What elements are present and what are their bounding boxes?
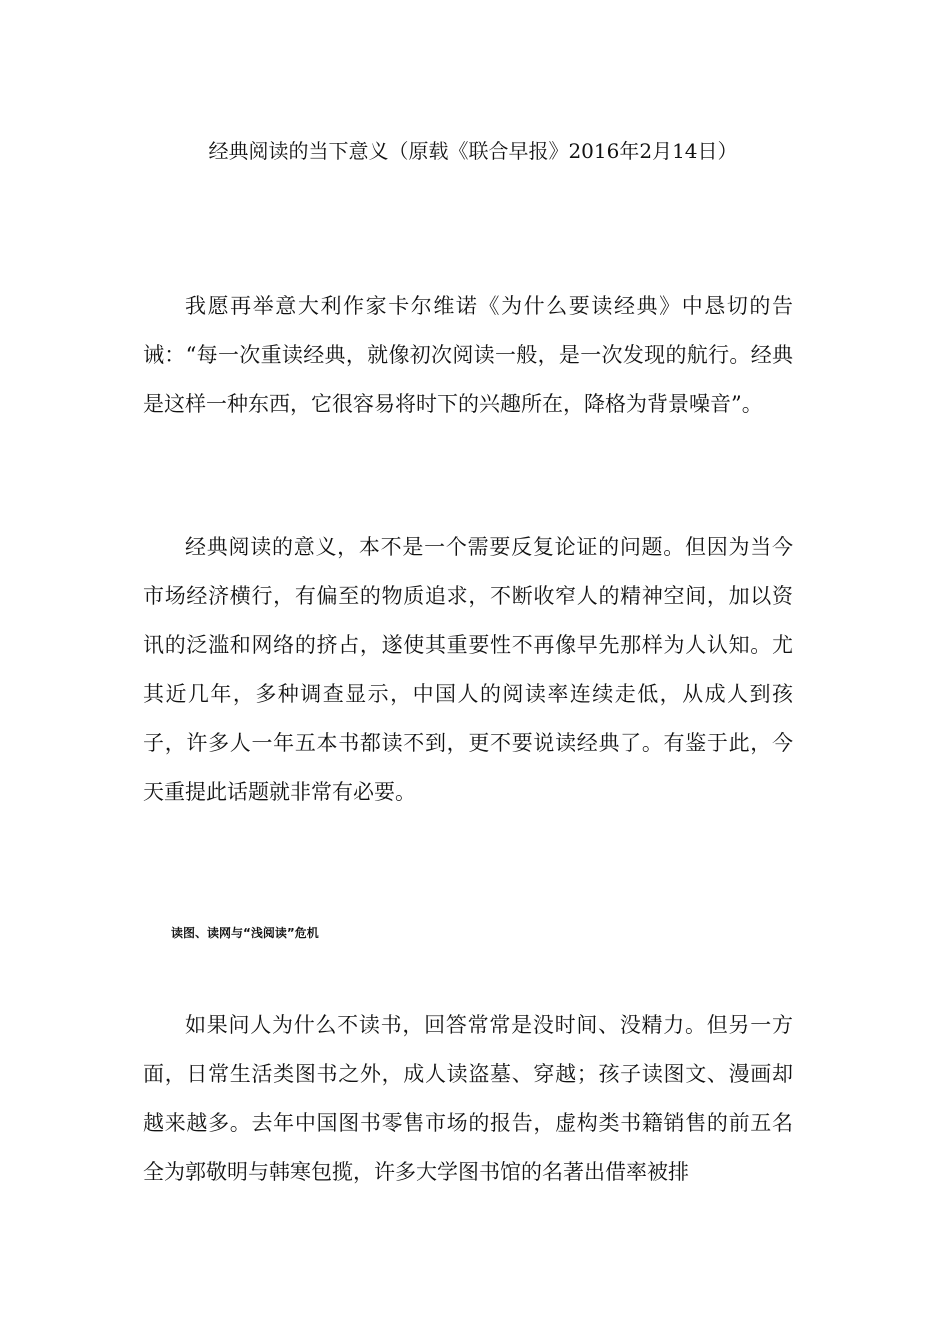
paragraph-calvino-quote: 我愿再举意大利作家卡尔维诺《为什么要读经典》中恳切的告诫：“每一次重读经典，就像初次阅读一般，是一次发现的航行。经典是这样一种东西，它很容易将时下的兴趣所在，降格为背景噪音”。	[143, 294, 793, 416]
document-title: 经典阅读的当下意义（原载《联合早报》2016年2月14日）	[208, 139, 738, 163]
section-subheading: 读图、读网与“浅阅读”危机	[171, 926, 319, 940]
paragraph-classic-reading-significance: 经典阅读的意义，本不是一个需要反复论证的问题。但因为当今市场经济横行，有偏至的物质追求，不断收窄人的精神空间，加以资讯的泛滥和网络的挤占，遂使其重要性不再像早先那样为人认知。尤其近几年，多种调查显示，中国人的阅读率连续走低，从成人到孩子，许多人一年五本书都读不到，更不要说读经典了。有鉴于此，今天重提此话题就非常有必要。	[143, 535, 793, 804]
paragraph-why-not-read: 如果问人为什么不读书，回答常常是没时间、没精力。但另一方面，日常生活类图书之外，成人读盗墓、穿越；孩子读图文、漫画却越来越多。去年中国图书零售市场的报告，虚构类书籍销售的前五名全为郭敬明与韩寒包揽，许多大学图书馆的名著出借率被排	[143, 1013, 793, 1184]
